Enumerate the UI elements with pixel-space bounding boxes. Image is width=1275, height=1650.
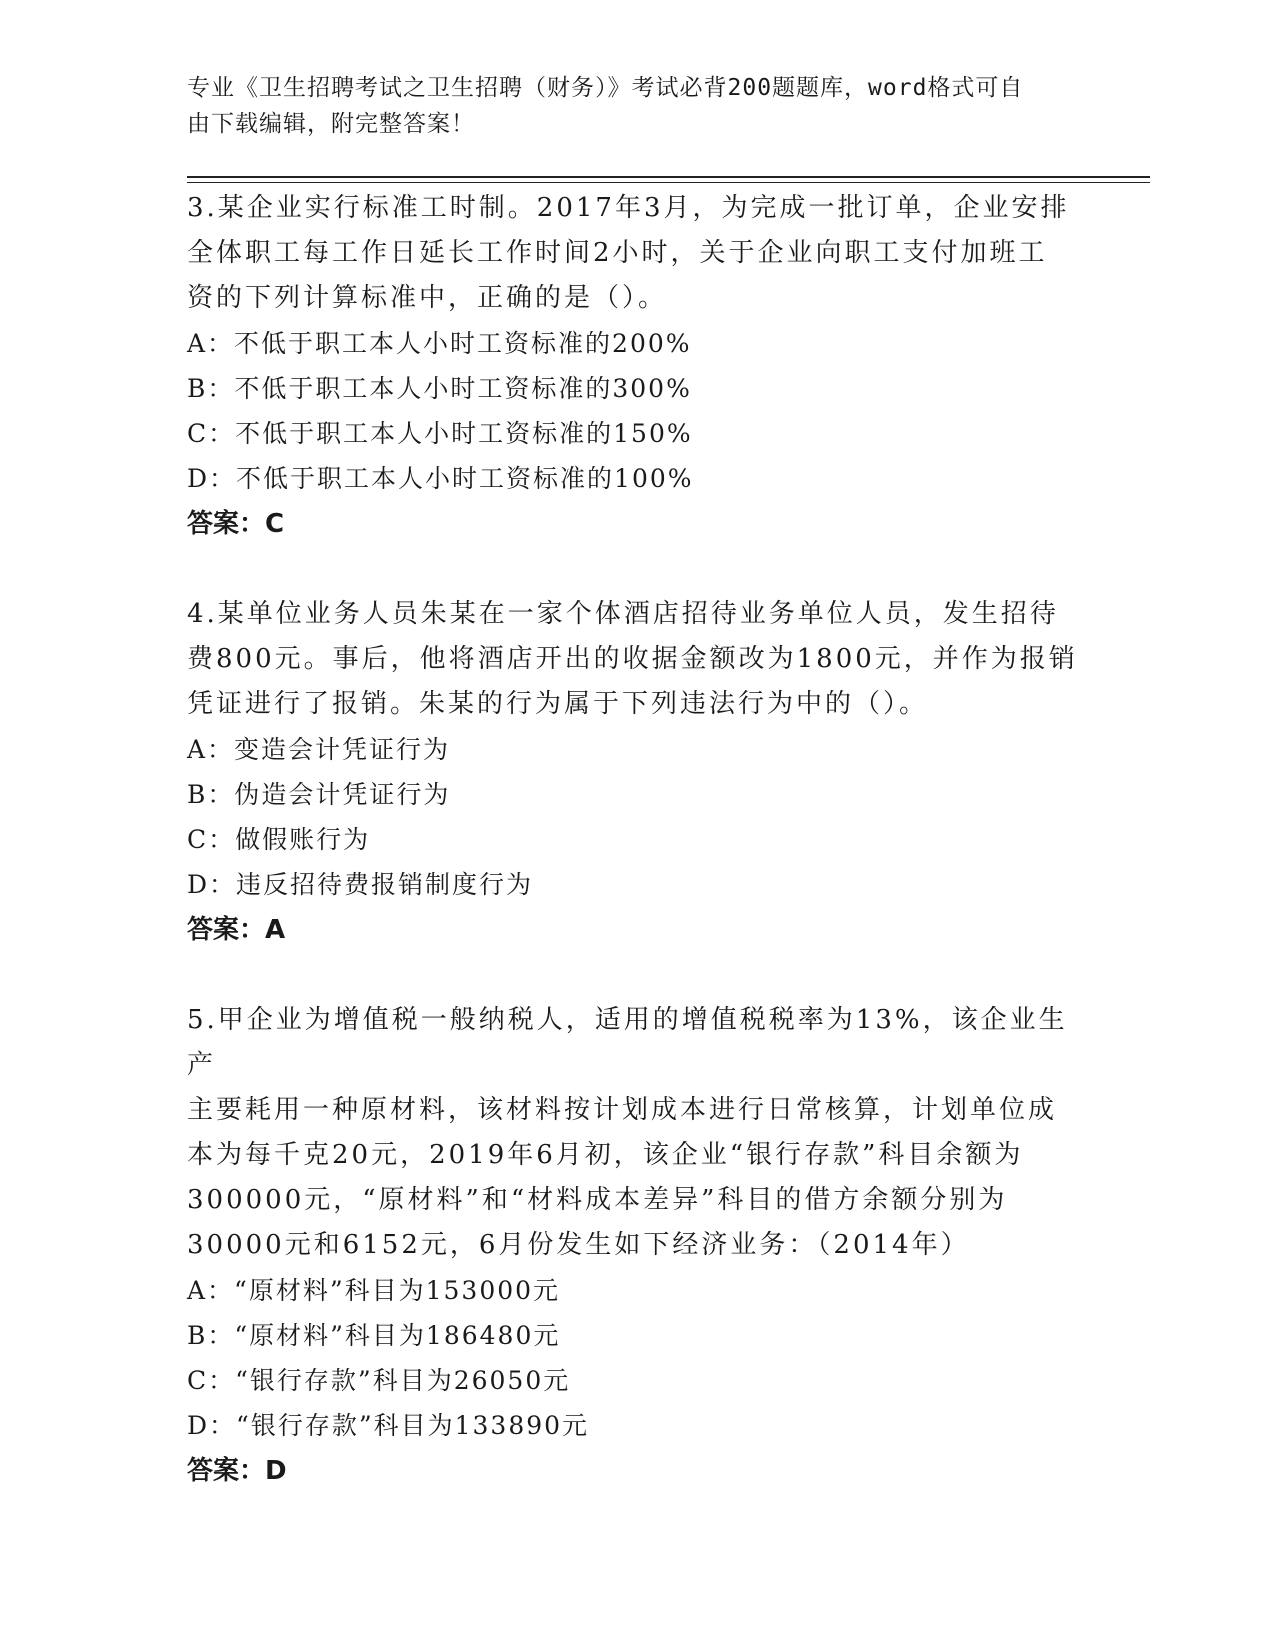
question-list (187, 186, 1087, 1494)
question-text (187, 186, 1087, 321)
option-a: A：不低于职工本人小时工资标准的200% (187, 329, 692, 358)
answer: 答案：A (187, 915, 286, 945)
question-line: 本为每千克20元，2019年6月初，该企业“银行存款”科目余额为 (187, 1140, 1024, 1170)
question-3 (187, 186, 1087, 547)
answer: 答案：C (187, 509, 285, 539)
question-5 (187, 998, 1087, 1494)
question-line: 全体职工每工作日延长工作时间2小时，关于企业向职工支付加班工 (187, 238, 1048, 268)
question-text (187, 592, 1087, 727)
question-4 (187, 592, 1087, 953)
option-c: C：“银行存款”科目为26050元 (187, 1366, 571, 1395)
option-c: C：做假账行为 (187, 825, 371, 854)
question-line: 30000元和6152元，6月份发生如下经济业务：（2014年） (187, 1230, 970, 1260)
question-line: 5.甲企业为增值税一般纳税人，适用的增值税税率为13%，该企业生产 (187, 1005, 1068, 1080)
option-b: B：不低于职工本人小时工资标准的300% (187, 374, 692, 403)
option-a: A：变造会计凭证行为 (187, 735, 451, 764)
question-line: 4.某单位业务人员朱某在一家个体酒店招待业务单位人员，发生招待 (187, 599, 1059, 629)
question-text (187, 998, 1087, 1268)
option-d: D：违反招待费报销制度行为 (187, 870, 534, 899)
question-line: 凭证进行了报销。朱某的行为属于下列违法行为中的（）。 (187, 689, 929, 719)
option-b: B：伪造会计凭证行为 (187, 780, 451, 809)
question-line: 资的下列计算标准中，正确的是（）。 (187, 283, 668, 313)
header-line-2: 由下载编辑，附完整答案！ (187, 111, 475, 137)
header-line-1: 专业《卫生招聘考试之卫生招聘（财务）》考试必背200题题库，word格式可自 (187, 75, 1024, 101)
question-line: 主要耗用一种原材料，该材料按计划成本进行日常核算，计划单位成 (187, 1095, 1058, 1125)
option-b: B：“原材料”科目为186480元 (187, 1321, 561, 1350)
question-line: 费800元。事后，他将酒店开出的收据金额改为1800元，并作为报销 (187, 644, 1078, 674)
answer: 答案：D (187, 1456, 287, 1486)
spacer (187, 953, 1087, 998)
option-d: D：“银行存款”科目为133890元 (187, 1411, 590, 1440)
header-rule-thin (187, 182, 1150, 183)
option-c: C：不低于职工本人小时工资标准的150% (187, 419, 693, 448)
question-line: 300000元，“原材料”和“材料成本差异”科目的借方余额分别为 (187, 1185, 1008, 1215)
option-d: D：不低于职工本人小时工资标准的100% (187, 464, 694, 493)
spacer (187, 547, 1087, 592)
document-header (187, 70, 1067, 142)
option-a: A：“原材料”科目为153000元 (187, 1276, 561, 1305)
question-line: 3.某企业实行标准工时制。2017年3月，为完成一批订单，企业安排 (187, 193, 1070, 223)
header-rule-thick (187, 176, 1150, 178)
